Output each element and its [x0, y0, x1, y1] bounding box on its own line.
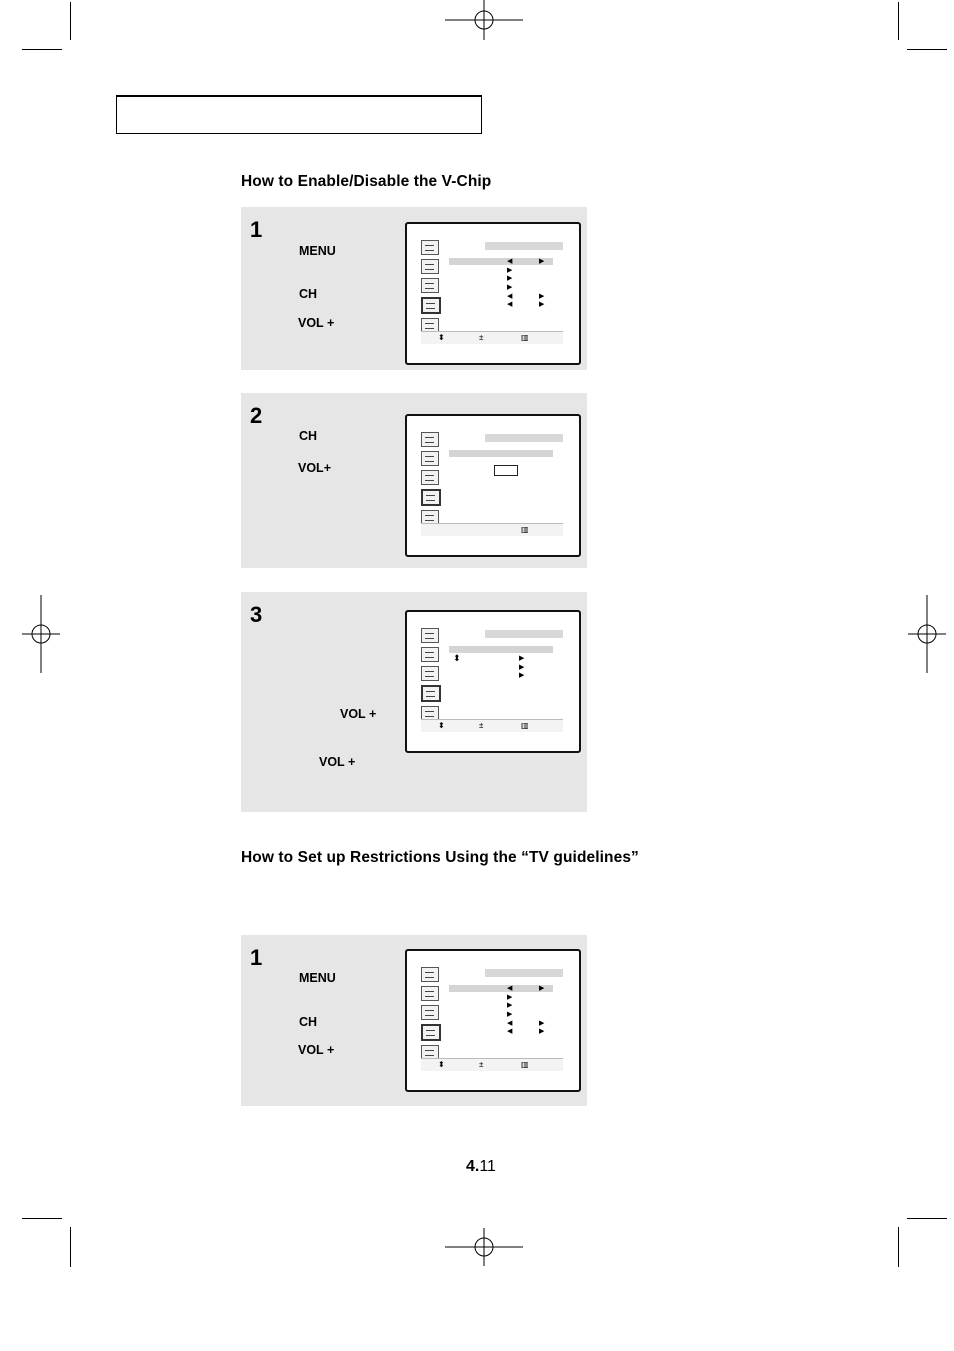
page-chapter: 4. — [466, 1158, 480, 1175]
updown-arrow-icon: ⬍ — [438, 1060, 445, 1069]
button-label: VOL+ — [298, 461, 331, 475]
updown-arrow-icon: ⬍ — [438, 333, 445, 342]
sound-menu-icon — [421, 986, 439, 1001]
left-arrow-icon: ◀ — [507, 293, 513, 300]
button-label: VOL + — [298, 316, 335, 330]
menu-icon-column — [421, 628, 441, 725]
step-number: 1 — [250, 217, 263, 242]
crop-mark — [70, 1227, 71, 1267]
picture-menu-icon — [421, 432, 439, 447]
picture-menu-icon — [421, 240, 439, 255]
channel-menu-icon — [421, 470, 439, 485]
right-arrow-icon: ▶ — [507, 267, 513, 274]
sound-menu-icon — [421, 647, 439, 662]
setup-menu-icon — [421, 489, 441, 506]
step-panel — [241, 935, 587, 1106]
left-arrow-icon: ◀ — [507, 301, 513, 308]
button-label: VOL + — [298, 1043, 335, 1057]
right-arrow-icon: ▶ — [507, 1011, 513, 1018]
crop-mark — [22, 49, 62, 50]
right-arrow-icon: ▶ — [539, 258, 545, 265]
updown-arrow-icon: ⬍ — [438, 721, 445, 730]
step-number: 1 — [250, 945, 263, 970]
right-arrow-icon: ▶ — [519, 672, 525, 679]
section-title: How to Enable/Disable the V-Chip — [241, 173, 492, 190]
button-label: VOL + — [319, 755, 356, 769]
menu-icon: ▥ — [521, 525, 529, 534]
right-arrow-icon: ▶ — [539, 293, 545, 300]
highlight-bar — [449, 450, 553, 457]
step-panel — [241, 207, 587, 370]
highlight-bar — [449, 985, 553, 992]
crop-mark — [907, 49, 947, 50]
tv-screen — [405, 949, 581, 1092]
menu-icon-column — [421, 967, 441, 1064]
menu-title-bar — [485, 242, 563, 250]
menu-icon-column — [421, 240, 441, 337]
menu-footer — [421, 719, 563, 732]
plus-minus-icon: ± — [479, 1060, 484, 1069]
setup-menu-icon — [421, 297, 441, 314]
setup-menu-icon — [421, 685, 441, 702]
step-number: 2 — [250, 403, 263, 428]
menu-footer — [421, 523, 563, 536]
right-arrow-icon: ▶ — [507, 275, 513, 282]
menu-icon: ▥ — [521, 333, 529, 342]
right-arrow-icon: ▶ — [519, 655, 525, 662]
crop-mark — [898, 1227, 899, 1267]
sound-menu-icon — [421, 451, 439, 466]
right-arrow-icon: ▶ — [507, 1002, 513, 1009]
pin-entry-box — [494, 465, 518, 476]
picture-menu-icon — [421, 967, 439, 982]
tv-screen — [405, 610, 581, 753]
crop-mark — [70, 2, 71, 40]
crop-mark — [22, 1218, 62, 1219]
registration-mark-icon — [888, 595, 954, 673]
left-arrow-icon: ◀ — [507, 1020, 513, 1027]
crop-mark — [907, 1218, 947, 1219]
button-label: CH — [299, 287, 318, 301]
menu-icon-column — [421, 432, 441, 529]
step-panel — [241, 393, 587, 568]
button-label: VOL + — [340, 707, 377, 721]
button-label: CH — [299, 1015, 318, 1029]
plus-minus-icon: ± — [479, 721, 484, 730]
channel-menu-icon — [421, 666, 439, 681]
left-arrow-icon: ◀ — [507, 985, 513, 992]
section-title: How to Set up Restrictions Using the “TV guidelines” — [241, 849, 639, 866]
right-arrow-icon: ▶ — [539, 1020, 545, 1027]
menu-title-bar — [485, 630, 563, 638]
plus-minus-icon: ± — [479, 333, 484, 342]
picture-menu-icon — [421, 628, 439, 643]
right-arrow-icon: ▶ — [507, 994, 513, 1001]
tv-screen — [405, 414, 581, 557]
page-index: 11 — [479, 1158, 496, 1175]
right-arrow-icon: ▶ — [539, 1028, 545, 1035]
menu-footer — [421, 331, 563, 344]
crop-mark — [898, 2, 899, 40]
header-box — [116, 95, 482, 134]
step-number: 3 — [250, 602, 263, 627]
button-label: MENU — [299, 244, 336, 258]
page-number — [466, 1158, 496, 1176]
sound-menu-icon — [421, 259, 439, 274]
step-panel — [241, 592, 587, 812]
left-arrow-icon: ◀ — [507, 1028, 513, 1035]
menu-footer — [421, 1058, 563, 1071]
right-arrow-icon: ▶ — [539, 985, 545, 992]
highlight-bar — [449, 258, 553, 265]
setup-menu-icon — [421, 1024, 441, 1041]
button-label: MENU — [299, 971, 336, 985]
registration-mark-icon — [445, 1208, 523, 1286]
button-label: CH — [299, 429, 318, 443]
channel-menu-icon — [421, 278, 439, 293]
right-arrow-icon: ▶ — [539, 301, 545, 308]
registration-mark-icon — [445, 0, 523, 78]
tv-screen — [405, 222, 581, 365]
menu-title-bar — [485, 969, 563, 977]
registration-mark-icon — [2, 595, 80, 673]
menu-icon: ▥ — [521, 721, 529, 730]
right-arrow-icon: ▶ — [519, 664, 525, 671]
channel-menu-icon — [421, 1005, 439, 1020]
left-arrow-icon: ◀ — [507, 258, 513, 265]
right-arrow-icon: ▶ — [507, 284, 513, 291]
menu-icon: ▥ — [521, 1060, 529, 1069]
highlight-bar — [449, 646, 553, 653]
menu-title-bar — [485, 434, 563, 442]
updown-arrow-icon: ⬍ — [453, 653, 461, 663]
